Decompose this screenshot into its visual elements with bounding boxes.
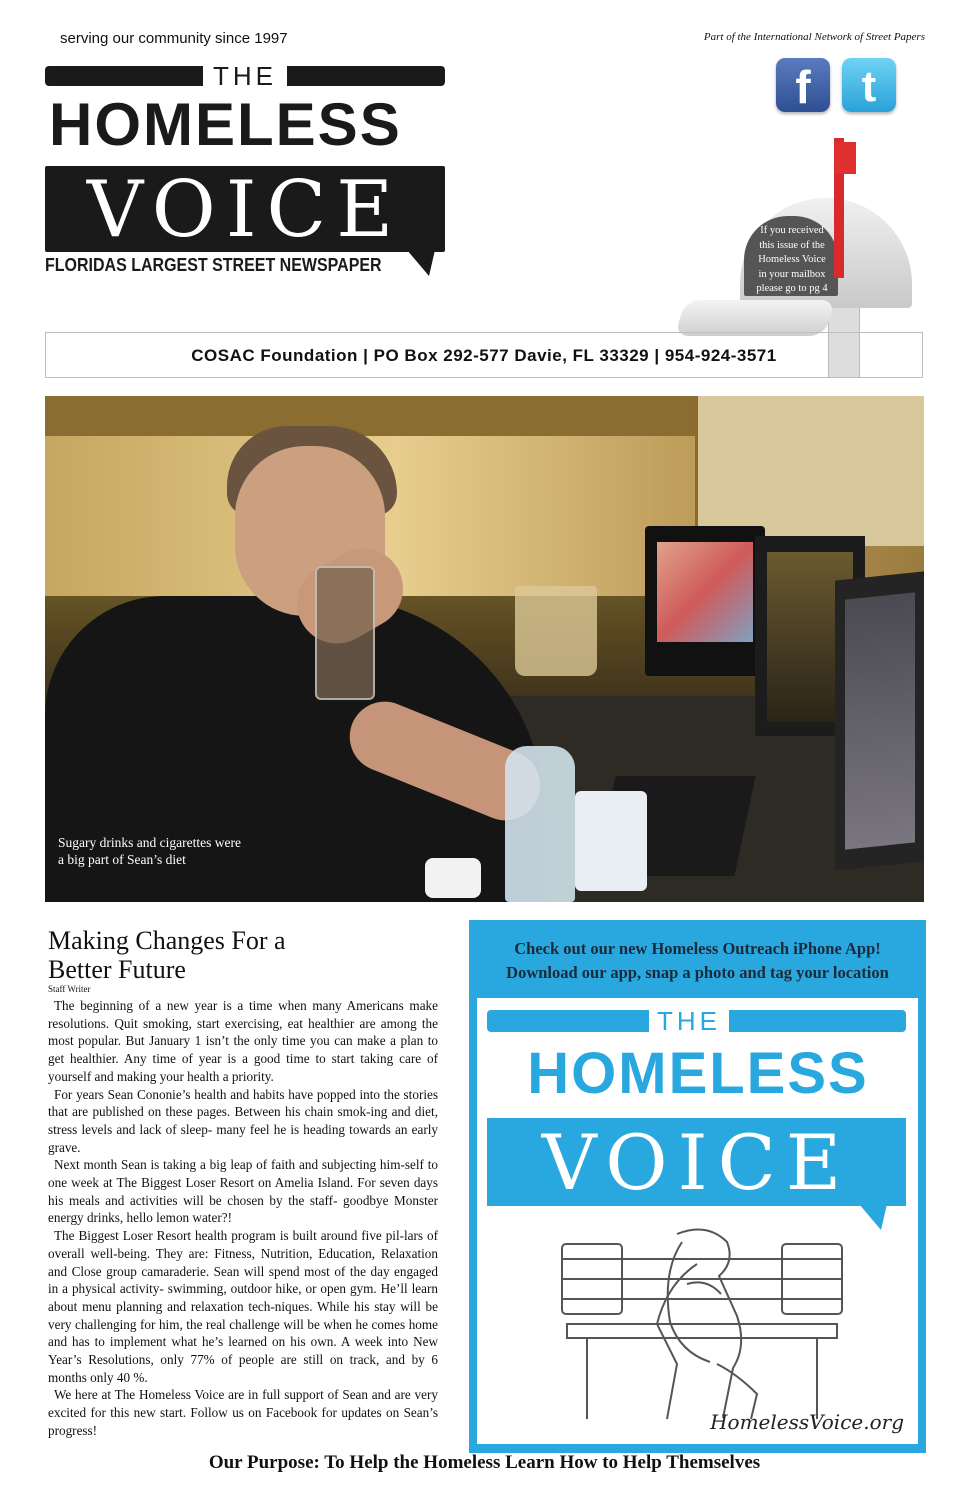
- ad-logo-voice: VOICE: [541, 1118, 852, 1207]
- masthead-logo[interactable]: [45, 62, 447, 282]
- ad-logo-the: THE: [649, 1006, 729, 1036]
- ad-text: [469, 937, 926, 985]
- mailbox-door: [674, 300, 836, 336]
- article-byline: Staff Writer: [48, 984, 91, 994]
- ad-line: Check out our new Homeless Outreach iPhone App!: [514, 939, 881, 958]
- logo-subtitle: FLORIDAS LARGEST STREET NEWSPAPER: [45, 256, 382, 276]
- photo-bottle: [505, 746, 575, 902]
- photo-caption: [58, 834, 241, 868]
- headline-line: Making Changes For a: [48, 926, 286, 955]
- bench-sketch-illustration: [557, 1224, 847, 1424]
- logo-the: THE: [203, 62, 287, 90]
- mailbox-notice-line: please go to pg 4: [756, 283, 828, 294]
- logo-voice: VOICE: [86, 165, 404, 255]
- mailbox-notice-line: in your mailbox: [758, 268, 826, 280]
- facebook-icon[interactable]: f: [776, 58, 830, 112]
- photo-cabinet: [695, 396, 924, 546]
- ad-signature[interactable]: HomelessVoice.org: [710, 1410, 904, 1434]
- address-bar: COSAC Foundation | PO Box 292-577 Davie, FL 33329 | 954-924-3571: [45, 332, 923, 378]
- article-headline: [48, 926, 286, 984]
- purpose-statement: Our Purpose: To Help the Homeless Learn How to Help Themselves: [208, 1452, 761, 1473]
- ad-logo-speech-tail: [859, 1204, 887, 1230]
- article-paragraph: The beginning of a new year is a time when many Americans make resolutions. Quit smoking, start exercising, eat healthier are among the most popular. But January 1 isn’t the only time you can make a plan to get healthier. Any time of year is a good time to start taking care of yourself and making your health a priority.: [48, 998, 438, 1084]
- ad-logo-homeless: HOMELESS: [527, 1041, 869, 1106]
- mailbox-flag: [834, 142, 856, 174]
- article-paragraph: For years Sean Cononie’s health and habits have popped into the stories that are published on these pages. Between his chain smok-ing and diet, stress levels and lack of sleep- many feel he is heading towards an early grave.: [48, 1086, 438, 1155]
- photo-glass: [315, 566, 375, 700]
- tagline-right: Part of the International Network of Street Papers: [703, 31, 925, 43]
- article-paragraph: We here at The Homeless Voice are in full support of Sean and are very excited for this new start. Follow us on Facebook for updates on Sean’s progress!: [48, 1387, 438, 1438]
- photo-mug: [575, 791, 647, 891]
- article-body: [48, 997, 438, 1440]
- photo-screen: [845, 592, 915, 849]
- mailbox-notice-line: If you received: [760, 225, 824, 236]
- mailbox-notice: [744, 224, 840, 297]
- cover-photo: [45, 396, 924, 902]
- article-paragraph: The Biggest Loser Resort health program is built around five pil-lars of overall well-being. They are: Fitness, Nutrition, Education, Relaxation and Close group camaraderie. Sean will spend most of the day engaged in a physical activity- swimming, outdoor hike, or open gym. He’ll learn about menu planning and relaxation tech-niques. While his stay will be very challenging for him, the real challenge will be when he comes home and has to implement what he’s learned on his own. A week into New Year’s Resolutions, only 77% of people are still on track, and by 6 months only 40 %.: [48, 1228, 438, 1385]
- tagline-left: serving our community since 1997: [60, 30, 288, 47]
- logo-homeless: HOMELESS: [49, 91, 402, 158]
- mailbox-notice-line: Homeless Voice: [758, 254, 826, 265]
- photo-cap: [425, 858, 481, 898]
- mailbox-notice-line: this issue of the: [759, 239, 825, 251]
- photo-cup: [515, 586, 597, 676]
- headline-line: Better Future: [48, 955, 186, 984]
- photo-screen: [657, 542, 753, 642]
- photo-caption-line: a big part of Sean’s diet: [58, 852, 186, 867]
- photo-caption-line: Sugary drinks and cigarettes were: [58, 835, 241, 850]
- article-paragraph: Next month Sean is taking a big leap of faith and subjecting him-self to one week at The Biggest Loser Resort on Amelia Island. For seven days his meals and activities will be chosen by the staff- goodbye Monster energy drinks, hello lemon water?!: [48, 1157, 438, 1226]
- ad-line: Download our app, snap a photo and tag your location: [506, 963, 889, 982]
- app-advertisement[interactable]: [469, 920, 926, 1453]
- ad-logo-panel: [477, 998, 918, 1444]
- logo-speech-tail: [407, 250, 435, 276]
- twitter-icon[interactable]: t: [842, 58, 896, 112]
